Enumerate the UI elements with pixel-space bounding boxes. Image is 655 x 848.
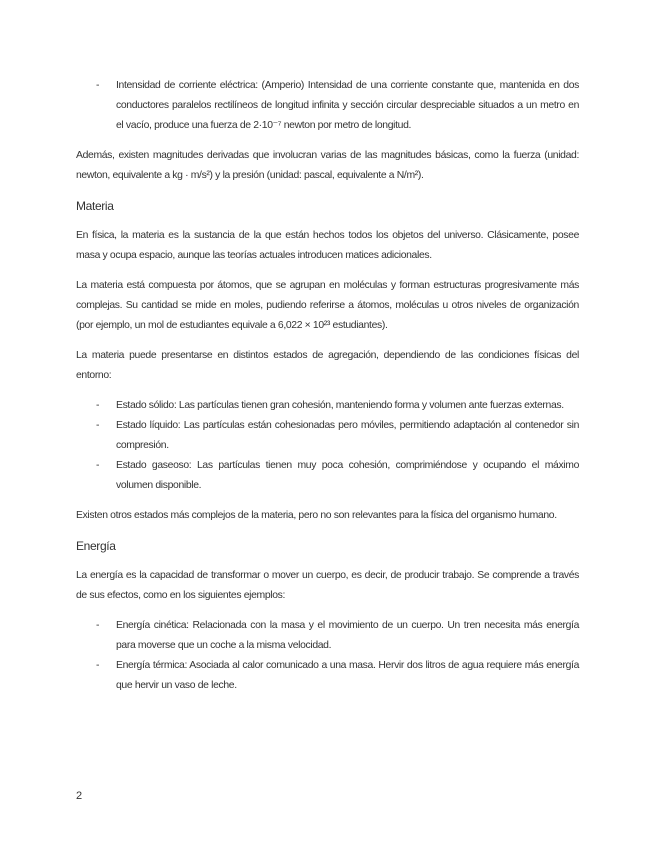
materia-paragraph-3: La materia puede presentarse en distintos estados de agregación, dependiendo de las condiciones físicas del entorno: — [76, 350, 579, 381]
list-item-text: Estado gaseoso: Las partículas tienen muy poca cohesión, comprimiéndose y ocupando el máximo volumen disponible. — [116, 460, 579, 491]
list-item — [76, 396, 579, 416]
units-list — [76, 76, 579, 136]
list-item-text: Energía cinética: Relacionada con la masa y el movimiento de un cuerpo. Un tren necesita más energía para moverse que un coche a la misma velocidad. — [116, 620, 579, 651]
list-dash: - — [96, 660, 100, 671]
section-heading-materia: Materia — [76, 199, 114, 213]
materia-paragraph-2: La materia está compuesta por átomos, que se agrupan en moléculas y forman estructuras progresivamente más complejas. Su cantidad se mide en moles, pudiendo referirse a átomos, moléculas u otros niveles de organización (por ejemplo, un mol de estudiantes equivale a 6,022 × 10²³ estudiantes). — [76, 280, 579, 331]
list-item — [76, 416, 579, 456]
list-dash: - — [96, 80, 100, 91]
list-dash: - — [96, 620, 100, 631]
list-item — [76, 656, 579, 696]
list-item-text: Intensidad de corriente eléctrica: (Amperio) Intensidad de una corriente constante que, mantenida en dos conductores paralelos rectilíneos de longitud infinita y sección circular despreciable situados a un metro en el vacío, produce una fuerza de 2·10⁻⁷ newton por metro de longitud. — [116, 80, 579, 131]
list-dash: - — [96, 420, 100, 431]
list-item — [76, 456, 579, 496]
derived-magnitudes-paragraph: Además, existen magnitudes derivadas que involucran varias de las magnitudes básicas, como la fuerza (unidad: newton, equivalente a kg · m/s²) y la presión (unidad: pascal, equivalente a N/m²). — [76, 150, 579, 181]
list-dash: - — [96, 400, 100, 411]
materia-paragraph-4: Existen otros estados más complejos de la materia, pero no son relevantes para la física del organismo humano. — [76, 510, 557, 521]
energia-paragraph-1: La energía es la capacidad de transformar o mover un cuerpo, es decir, de producir trabajo. Se comprende a través de sus efectos, como en los siguientes ejemplos: — [76, 570, 579, 601]
materia-paragraph-1: En física, la materia es la sustancia de la que están hechos todos los objetos del universo. Clásicamente, posee masa y ocupa espacio, aunque las teorías actuales introducen matices adicionales. — [76, 230, 579, 261]
page-number: 2 — [76, 790, 82, 802]
list-item — [76, 616, 579, 656]
section-heading-energia: Energía — [76, 539, 116, 553]
list-item — [76, 76, 579, 136]
list-item-text: Estado líquido: Las partículas están cohesionadas pero móviles, permitiendo adaptación al contenedor sin compresión. — [116, 420, 579, 451]
list-item-text: Energía térmica: Asociada al calor comunicado a una masa. Hervir dos litros de agua requiere más energía que hervir un vaso de leche. — [116, 660, 579, 691]
states-list — [76, 396, 579, 496]
list-item-text: Estado sólido: Las partículas tienen gran cohesión, manteniendo forma y volumen ante fuerzas externas. — [116, 400, 564, 411]
energy-examples-list — [76, 616, 579, 696]
list-dash: - — [96, 460, 100, 471]
